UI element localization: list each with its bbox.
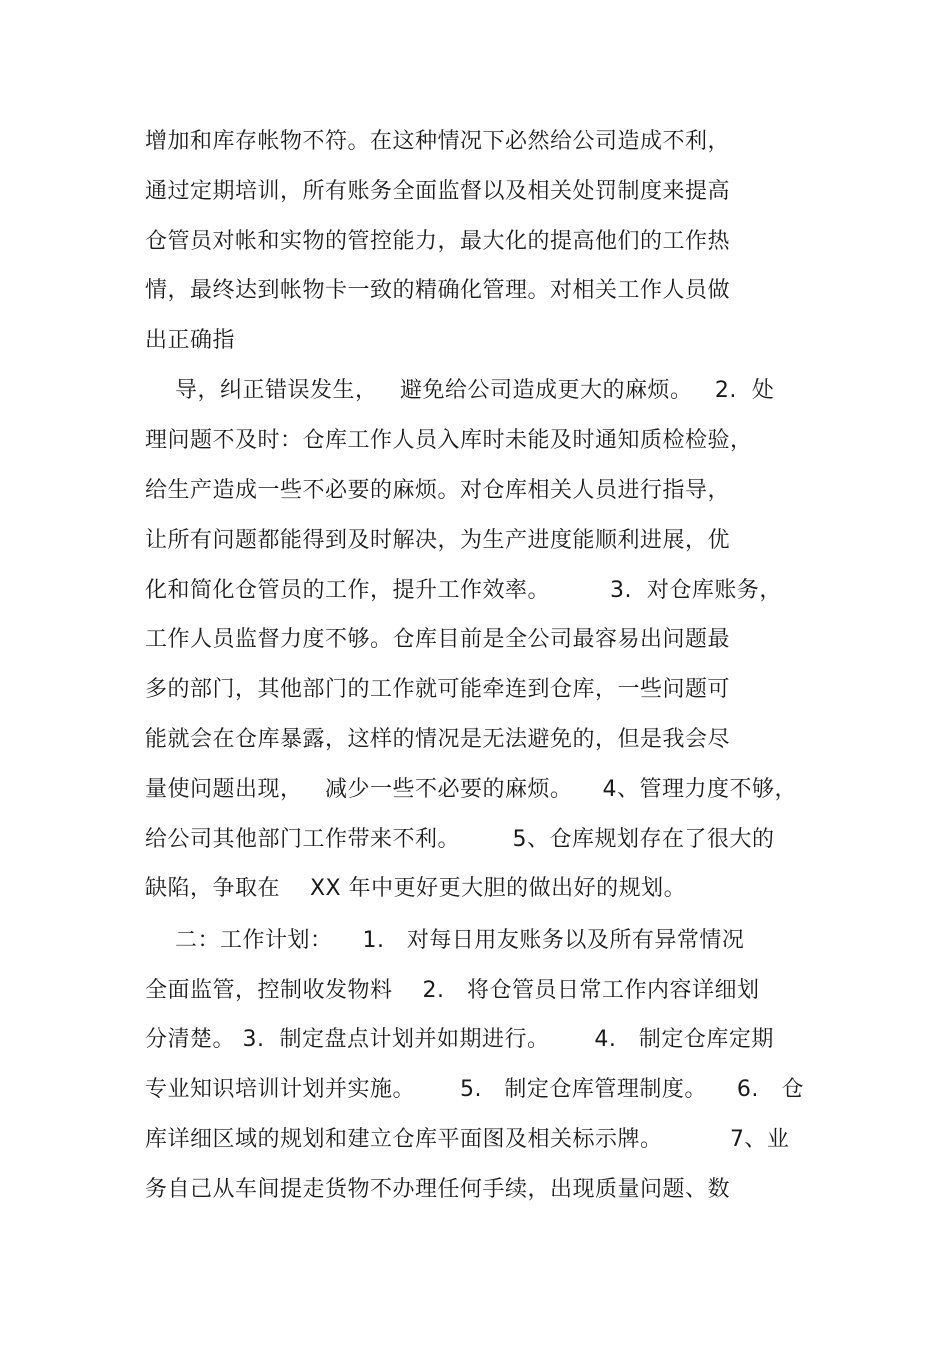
text-line: 量使问题出现， 减少一些不必要的麻烦。 4、管理力度不够， <box>145 777 797 802</box>
text-line: 能就会在仓库暴露，这样的情况是无法避免的，但是我会尽 <box>145 727 731 752</box>
text-line: 库详细区域的规划和建立仓库平面图及相关标示牌。 7、业 <box>145 1127 790 1152</box>
text-line: 给公司其他部门工作带来不利。 5、仓库规划存在了很大的 <box>145 827 775 852</box>
text-line: 二：工作计划： 1. 对每日用友账务以及所有异常情况 <box>145 928 745 953</box>
text-line: 出正确指 <box>145 328 236 353</box>
text-line: 多的部门，其他部门的工作就可能牵连到仓库，一些问题可 <box>145 677 731 702</box>
text-line: 情，最终达到帐物卡一致的精确化管理。对相关工作人员做 <box>145 278 731 303</box>
text-line: 缺陷，争取在 XX 年中更好更大胆的做出好的规划。 <box>145 876 687 901</box>
text-line: 化和简化仓管员的工作，提升工作效率。 3. 对仓库账务， <box>145 578 782 603</box>
text-line: 让所有问题都能得到及时解决，为生产进度能顺利进展，优 <box>145 528 731 553</box>
text-line: 给生产造成一些不必要的麻烦。对仓库相关人员进行指导， <box>145 478 731 503</box>
text-line: 通过定期培训，所有账务全面监督以及相关处罚制度来提高 <box>145 179 731 204</box>
text-line: 仓管员对帐和实物的管控能力，最大化的提高他们的工作热 <box>145 229 731 254</box>
text-line: 增加和库存帐物不符。在这种情况下必然给公司造成不利， <box>145 129 731 154</box>
text-line: 专业知识培训计划并实施。 5. 制定仓库管理制度。 6. 仓 <box>145 1077 804 1102</box>
text-line: 理问题不及时：仓库工作人员入库时未能及时通知质检检验， <box>145 428 753 453</box>
text-line: 导，纠正错误发生， 避免给公司造成更大的麻烦。 2. 处 <box>145 378 775 403</box>
text-line: 全面监管，控制收发物料 2. 将仓管员日常工作内容详细划 <box>145 978 760 1003</box>
text-line: 务自己从车间提走货物不办理任何手续，出现质量问题、数 <box>145 1177 731 1202</box>
text-line: 分清楚。 3. 制定盘点计划并如期进行。 4. 制定仓库定期 <box>145 1027 774 1052</box>
text-line: 工作人员监督力度不够。仓库目前是全公司最容易出问题最 <box>145 627 731 652</box>
